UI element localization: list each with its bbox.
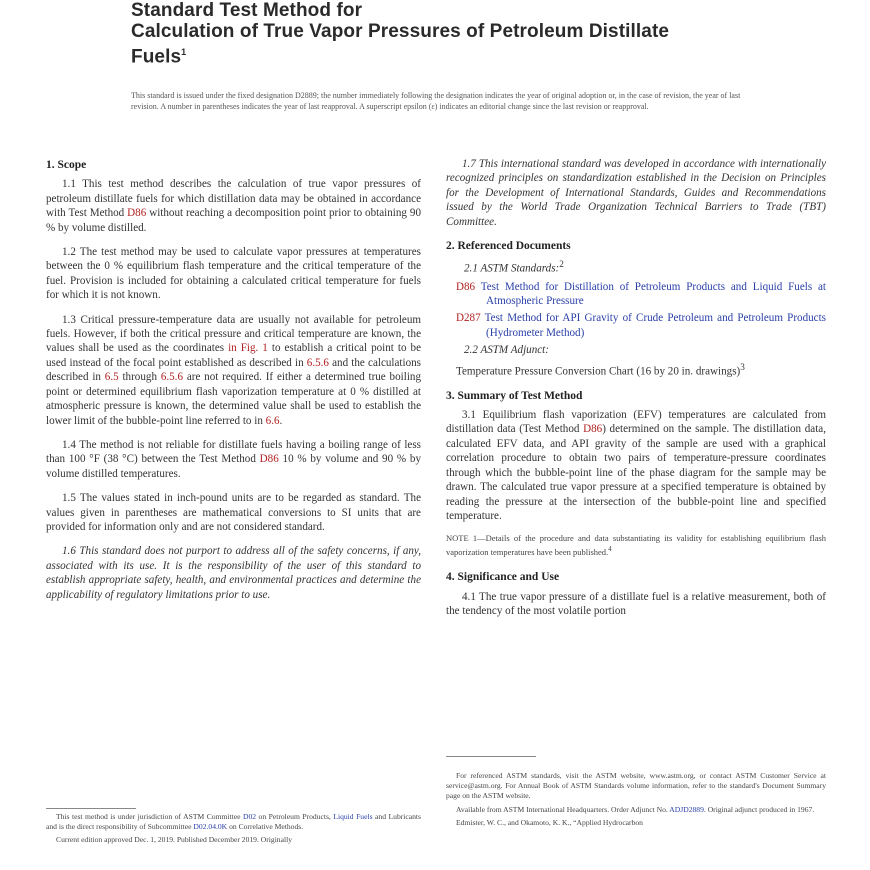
scope-heading: 1. Scope <box>46 159 87 171</box>
para-3-1-b: ) determined on the sample. The distillation data, calculated EFV data, and API gravity of the sample are used with a graphical correlation procedure to obtain two pairs of temperature-pressure coordinates through which the bubble-point line of the phase diagram for the sample may be drawn. The calculated true vapor pressure at a specified temperature is obtained by reading the pressure at the intersection of the bubble-point line and specified temperature. <box>446 423 826 522</box>
right-column <box>446 157 826 628</box>
para-1-6: 1.6 This standard does not purport to address all of the safety concerns, if any, associated with its use. It is the responsibility of the user of this standard to establish appropriate safety, health, and environmental practices and determine the applicability of regulatory limitations prior to use. <box>46 545 421 601</box>
title-line-2: Calculation of True Vapor Pressures of Petroleum Distillate <box>131 21 670 42</box>
significance-heading: 4. Significance and Use <box>446 571 560 584</box>
para-1-1-b: without reaching a decomposition point prior to obtaining 90 % by volume distilled. <box>46 207 421 234</box>
link-6-5-6-b[interactable]: 6.5.6 <box>160 371 183 384</box>
footnote-3-a: Available from ASTM International Headquarters. Order Adjunct No. <box>456 804 670 814</box>
para-1-3-c: and the calculations described in <box>46 356 421 384</box>
para-1-5: 1.5 The values stated in inch-pound units are to be regarded as standard. The values given in parentheses are mathematical conversions to SI units that are provided for information only and are not considered standard. <box>46 492 421 533</box>
ref-d287 <box>446 311 826 340</box>
conversion-chart <box>446 361 826 379</box>
link-d02-04-0k[interactable]: D02.04.0K <box>193 822 228 832</box>
link-d86-c[interactable]: D86 <box>583 423 603 436</box>
footnote-divider-right <box>446 756 536 757</box>
para-1-3-d: through <box>118 371 161 384</box>
astm-standards-label <box>464 258 826 276</box>
footnote-1-a: This test method is under jurisdiction of ASTM Committee <box>56 812 243 821</box>
para-1-4-a: 1.4 The method is not reliable for distillate fuels having a boiling range of less than 100 °F (38 °C) between the Test Method <box>46 438 421 466</box>
summary-heading: 3. Summary of Test Method <box>446 389 583 402</box>
referenced-documents-heading: 2. Referenced Documents <box>446 240 571 253</box>
para-1-3 <box>46 313 421 428</box>
para-1-1-a: 1.1 This test method describes the calculation of true vapor pressures of petroleum distillate fuels for which distillation data may be obtained in accordance with Test Method <box>46 178 421 220</box>
ref-d86-title[interactable]: Test Method for Distillation of Petroleum Products and Liquid Fuels at Atmospheric Pressure <box>480 280 826 307</box>
conversion-chart-text: Temperature Pressure Conversion Chart (16 by 20 in. drawings) <box>456 365 741 378</box>
title-line-3-text: Fuels <box>131 46 182 68</box>
footnote-1-b: on Petroleum Products, <box>256 812 334 821</box>
para-1-3-e: are not required. If either a determined true boiling point or determined equilibrium flash vaporization temperature at 0 % distilled at atmospheric pressure is known, the determined value shall be used to establish the lower limit of the bubble-point line referred to in <box>46 371 421 427</box>
link-6-6[interactable]: 6.6 <box>265 414 280 427</box>
link-adjunct[interactable]: ADJD2889 <box>669 804 704 814</box>
footnote-1-c: and Lubricants and is the direct responsibility of Subcommittee <box>46 812 421 832</box>
para-1-2: 1.2 The test method may be used to calculate vapor pressures at temperatures between the 0 % equilibrium flash temperature and the critical temperature of the fuel. Provision is included for obtaining a calculated critical temperature for fuels for which it is not known. <box>46 246 421 302</box>
designation-note: This standard is issued under the fixed designation D2889; the number immediately following the designation indicates the year of original adoption or, in the case of revision, the year of last revision. A number in parentheses indicates the year of last reapproval. A superscript epsilon (ε) indicates an editorial change since the last revision or reapproval. <box>131 91 741 111</box>
conversion-chart-sup: 3 <box>740 362 745 373</box>
link-liquid-fuels[interactable]: Liquid Fuels <box>333 812 373 821</box>
para-1-4-b: 10 % by volume and 90 % by volume distilled temperatures. <box>46 453 421 480</box>
link-6-5-6[interactable]: 6.5.6 <box>306 356 329 369</box>
ref-d287-title[interactable]: Test Method for API Gravity of Crude Petroleum and Petroleum Products (Hydrometer Method) <box>484 312 827 339</box>
astm-adjunct-text: 2.2 ASTM Adjunct: <box>464 344 549 357</box>
ref-d86 <box>446 280 826 309</box>
para-1-3-a: 1.3 Critical pressure-temperature data are usually not available for petroleum fuels. However, if both the critical pressure and critical temperature are known, the values shall be used as the coordinates <box>46 313 421 355</box>
footnote-edition: Current edition approved Dec. 1, 2019. Published December 2019. Originally <box>56 835 292 845</box>
note-1-sup: 4 <box>608 545 612 554</box>
footnotes-right <box>446 771 826 831</box>
ref-d86-code[interactable]: D86 <box>456 280 476 293</box>
footnote-1 <box>46 812 421 832</box>
title-line-1: Standard Test Method for <box>131 0 363 21</box>
footnotes-left <box>46 812 421 849</box>
footnote-3-b: . Original adjunct produced in 1967. <box>703 804 815 814</box>
footnote-2: For referenced ASTM standards, visit the ASTM website, www.astm.org, or contact ASTM Customer Service at service@astm.org. For Annual Book of ASTM Standards volume information, refer to the standard's Document Summary page on the ASTM website. <box>446 771 826 801</box>
para-3-1-a: 3.1 Equilibrium flash vaporization (EFV) temperatures are calculated from distillation data (Test Method <box>446 409 826 436</box>
para-3-1 <box>446 408 826 523</box>
astm-standards-text: 2.1 ASTM Standards: <box>464 263 560 276</box>
para-1-7: 1.7 This international standard was developed in accordance with internationally recognized principles on standardization established in the Decision on Principles for the Development of International Standards, Guides and Recommendations issued by the World Trade Organization Technical Barriers to Trade (TBT) Committee. <box>446 158 826 228</box>
para-1-4 <box>46 438 421 481</box>
para-1-3-b: to establish a critical point to be used instead of the focal point established as described in <box>46 342 421 369</box>
astm-adjunct-label <box>464 343 826 357</box>
note-1 <box>446 533 826 558</box>
link-d86[interactable]: D86 <box>127 207 147 220</box>
title-line-3 <box>131 42 771 67</box>
footnote-divider-left <box>46 808 136 809</box>
note-1-text: NOTE 1—Details of the procedure and data substantiating its validity for establishing equilibrium flash vaporization temperatures have been published. <box>446 533 826 558</box>
para-1-1 <box>46 177 421 235</box>
left-column <box>46 158 421 612</box>
title-block <box>131 0 771 67</box>
footnote-4: Edmister, W. C., and Okamoto, K. K., “Applied Hydrocarbon <box>456 817 643 827</box>
footnote-1-d: on Correlative Methods. <box>227 822 304 832</box>
link-fig-1[interactable]: in Fig. 1 <box>228 342 268 355</box>
footnote-3 <box>446 805 826 815</box>
astm-standards-sup: 2 <box>559 260 564 271</box>
ref-d287-code[interactable]: D287 <box>456 312 481 325</box>
para-4-1: 4.1 The true vapor pressure of a distillate fuel is a relative measurement, both of the tendency of the most volatile portion <box>446 590 826 617</box>
link-6-5[interactable]: 6.5 <box>104 371 119 384</box>
link-d86-b[interactable]: D86 <box>259 453 279 466</box>
link-d02[interactable]: D02 <box>242 812 257 821</box>
title-footnote-mark: 1 <box>181 47 187 57</box>
para-1-3-f: . <box>279 414 283 427</box>
